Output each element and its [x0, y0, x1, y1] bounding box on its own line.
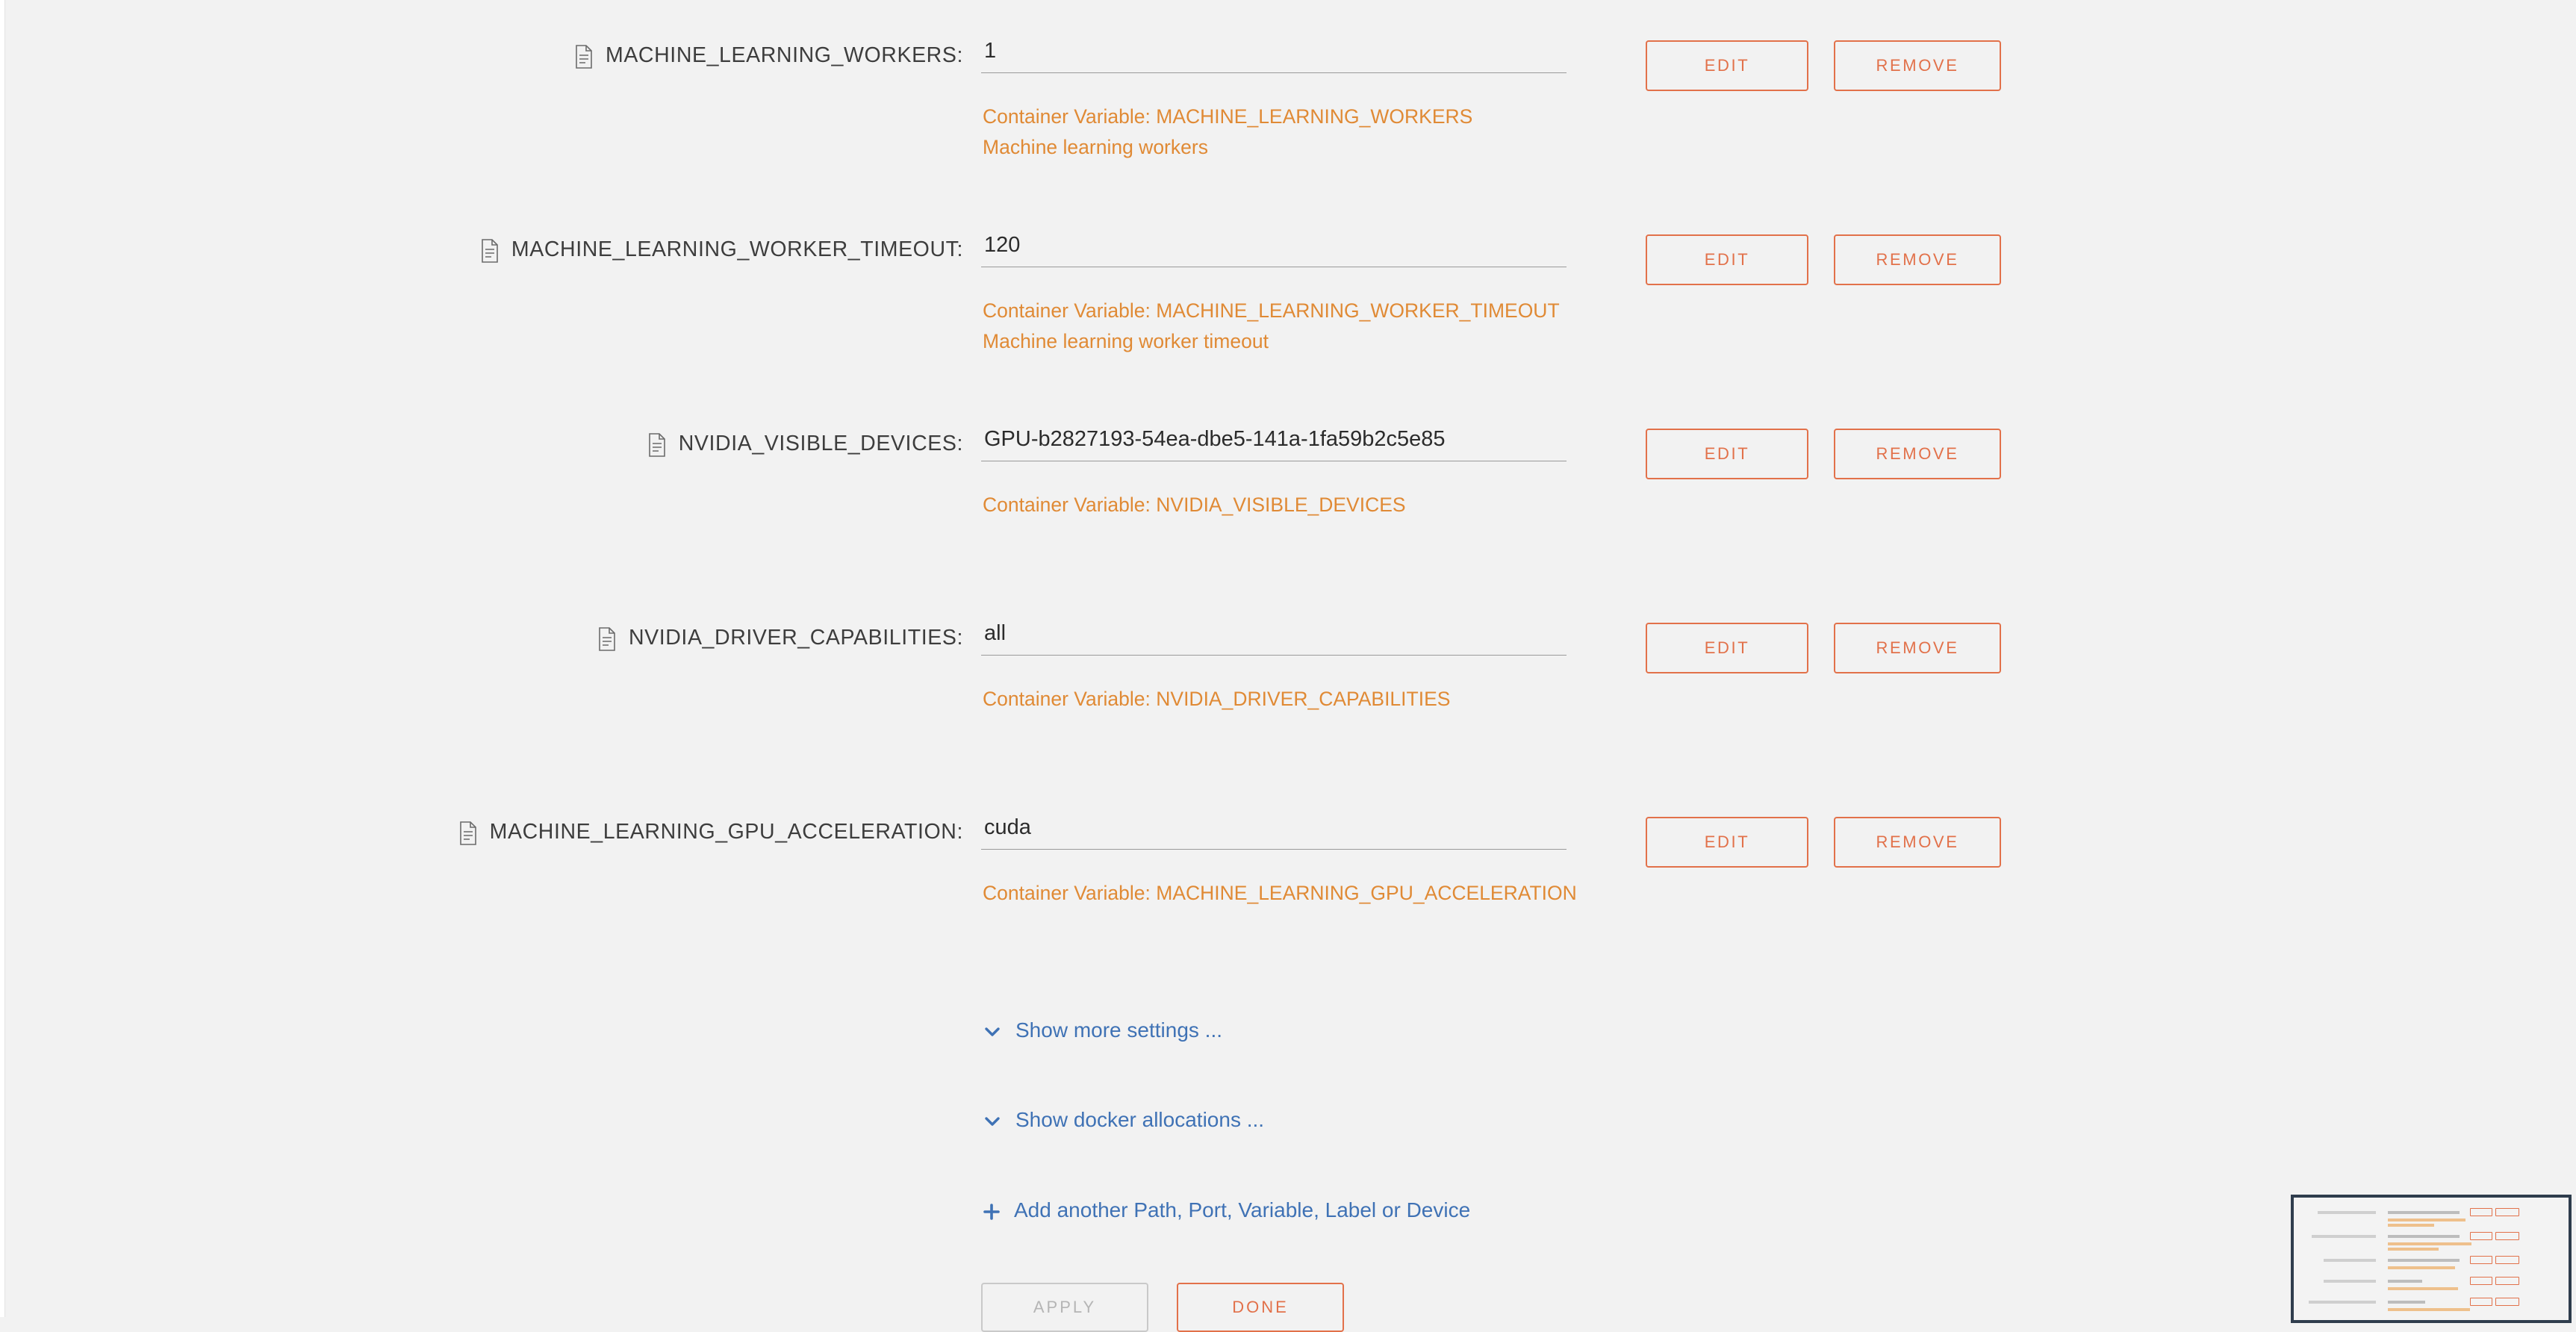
setting-hint — [983, 878, 1577, 909]
page-thumbnail-preview — [2291, 1195, 2572, 1323]
setting-value-input[interactable] — [981, 815, 1567, 850]
setting-label-wrap — [0, 43, 963, 68]
setting-label: MACHINE_LEARNING_GPU_ACCELERATION: — [489, 820, 963, 844]
file-icon — [458, 821, 478, 845]
setting-hint-line2: Machine learning worker timeout — [983, 330, 1269, 353]
setting-label: MACHINE_LEARNING_WORKERS: — [605, 43, 963, 67]
setting-value-input[interactable] — [981, 233, 1567, 267]
setting-value-wrap — [981, 815, 1564, 850]
remove-button[interactable]: REMOVE — [1834, 817, 2001, 868]
setting-value-wrap — [981, 427, 1564, 461]
show-more-settings-link[interactable] — [983, 1018, 1222, 1042]
setting-label-wrap — [0, 626, 963, 650]
setting-label: NVIDIA_DRIVER_CAPABILITIES: — [628, 626, 963, 650]
setting-value-wrap — [981, 621, 1564, 656]
done-button[interactable]: DONE — [1177, 1283, 1344, 1332]
setting-hint — [983, 490, 1406, 520]
setting-value-wrap — [981, 39, 1564, 73]
setting-row — [0, 626, 2576, 738]
setting-hint — [983, 102, 1472, 163]
file-icon — [574, 45, 594, 69]
setting-row — [0, 432, 2576, 544]
edit-button[interactable]: EDIT — [1646, 623, 1808, 673]
file-icon — [597, 627, 617, 651]
setting-actions — [1646, 817, 2001, 868]
setting-row — [0, 820, 2576, 932]
chevron-down-icon — [983, 1022, 1002, 1042]
chevron-down-icon — [983, 1112, 1002, 1131]
file-icon — [647, 433, 667, 457]
edit-button[interactable]: EDIT — [1646, 40, 1808, 91]
setting-actions — [1646, 234, 2001, 285]
setting-hint-line1: Container Variable: NVIDIA_DRIVER_CAPABILITIES — [983, 688, 1451, 710]
file-icon — [480, 239, 500, 263]
plus-icon — [983, 1202, 1001, 1220]
setting-label: MACHINE_LEARNING_WORKER_TIMEOUT: — [511, 237, 963, 261]
remove-button[interactable]: REMOVE — [1834, 234, 2001, 285]
remove-button[interactable]: REMOVE — [1834, 40, 2001, 91]
setting-value-input[interactable] — [981, 39, 1567, 73]
edit-button[interactable]: EDIT — [1646, 429, 1808, 479]
setting-actions — [1646, 623, 2001, 673]
setting-label-wrap — [0, 820, 963, 844]
edit-button[interactable]: EDIT — [1646, 817, 1808, 868]
form-actions — [981, 1283, 1344, 1332]
setting-row — [0, 237, 2576, 372]
remove-button[interactable]: REMOVE — [1834, 429, 2001, 479]
remove-button[interactable]: REMOVE — [1834, 623, 2001, 673]
edit-button[interactable]: EDIT — [1646, 234, 1808, 285]
setting-hint-line1: Container Variable: NVIDIA_VISIBLE_DEVICES — [983, 494, 1406, 516]
setting-row — [0, 43, 2576, 178]
setting-hint — [983, 296, 1560, 357]
setting-actions — [1646, 429, 2001, 479]
show-docker-allocations-label: Show docker allocations ... — [1015, 1108, 1265, 1131]
setting-hint-line2: Machine learning workers — [983, 136, 1208, 159]
apply-button[interactable]: APPLY — [981, 1283, 1148, 1332]
setting-value-input[interactable] — [981, 621, 1567, 656]
add-another-link[interactable] — [983, 1198, 1470, 1222]
setting-actions — [1646, 40, 2001, 91]
setting-hint — [983, 684, 1450, 715]
setting-label: NVIDIA_VISIBLE_DEVICES: — [678, 432, 963, 455]
setting-label-wrap — [0, 237, 963, 262]
show-docker-allocations-link[interactable] — [983, 1108, 1264, 1132]
setting-hint-line1: Container Variable: MACHINE_LEARNING_WORKER_TIMEOUT — [983, 299, 1560, 322]
add-another-label: Add another Path, Port, Variable, Label or Device — [1014, 1198, 1471, 1221]
thumbnail-content — [2294, 1198, 2569, 1320]
setting-value-input[interactable] — [981, 427, 1567, 461]
setting-label-wrap — [0, 432, 963, 456]
show-more-settings-label: Show more settings ... — [1015, 1018, 1223, 1042]
setting-hint-line1: Container Variable: MACHINE_LEARNING_GPU_ACCELERATION — [983, 882, 1577, 904]
setting-hint-line1: Container Variable: MACHINE_LEARNING_WORKERS — [983, 105, 1473, 128]
setting-value-wrap — [981, 233, 1564, 267]
